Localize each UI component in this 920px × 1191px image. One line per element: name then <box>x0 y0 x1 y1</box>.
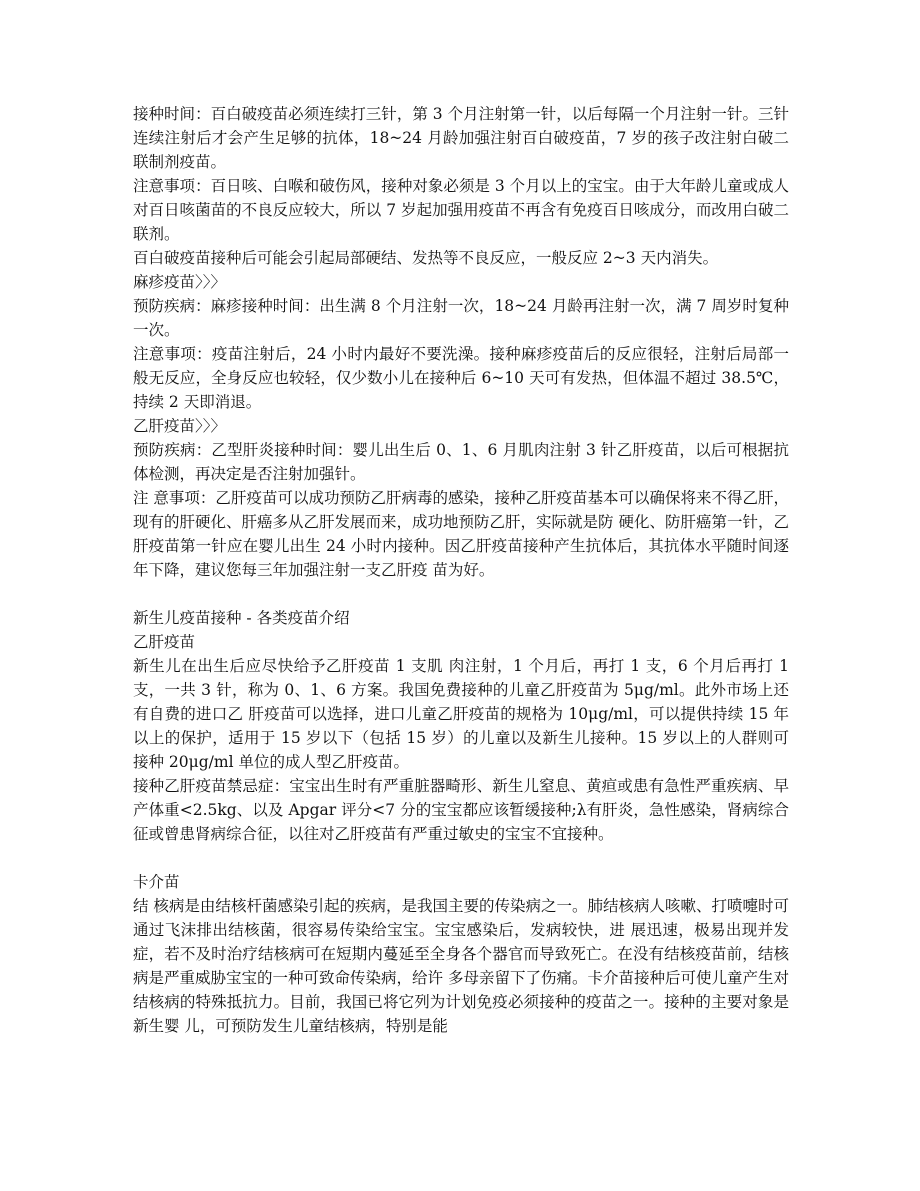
section-spacer <box>133 846 789 870</box>
section-spacer <box>133 582 789 606</box>
newborn-hepb-paragraph: 新生儿在出生后应尽快给予乙肝疫苗 1 支肌 肉注射，1 个月后，再打 1 支，6 个月后再打 1 支，一共 3 针，称为 0、1、6 方案。我国免费接种的儿童乙肝疫苗为 5μg/ml。此外市场上还有自费的进口乙 肝疫苗可以选择，进口儿童乙肝疫苗的规格为 10μg/ml，可以提供持续 15 年以上的保护，适用于 15 岁以下（包括 15 岁）的儿童以及新生儿接种。15 岁以上的人群则可接种 20μg/ml 单位的成人型乙肝疫苗。 <box>133 657 789 771</box>
dtp-precautions-paragraph: 注意事项：百日咳、白喉和破伤风，接种对象必须是 3 个月以上的宝宝。由于大年龄儿童或成人对百日咳菌苗的不良反应较大，所以 7 岁起加强用疫苗不再含有免疫百日咳成分，而改用白破二联剂。 <box>133 177 789 243</box>
measles-precautions-paragraph: 注意事项：疫苗注射后，24 小时内最好不要洗澡。接种麻疹疫苗后的反应很轻，注射后局部一般无反应，全身反应也较轻，仅少数小儿在接种后 6~10 天可有发热，但体温不超过 38.5℃，持续 2 天即消退。 <box>133 345 789 411</box>
measles-schedule-paragraph: 预防疾病：麻疹接种时间：出生满 8 个月注射一次，18~24 月龄再注射一次，满 7 周岁时复种一次。 <box>133 297 789 339</box>
hepb-contraindications-paragraph: 接种乙肝疫苗禁忌症：宝宝出生时有严重脏器畸形、新生儿窒息、黄疸或患有急性严重疾病、早产体重<2.5kg、以及 Apgar 评分<7 分的宝宝都应该暂缓接种;λ有肝炎，急性感染，肾病综合征或曾患肾病综合征，以往对乙肝疫苗有严重过敏史的宝宝不宜接种。 <box>133 777 789 843</box>
hepb-schedule-paragraph: 预防疾病：乙型肝炎接种时间：婴儿出生后 0、1、6 月肌肉注射 3 针乙肝疫苗，以后可根据抗体检测，再决定是否注射加强针。 <box>133 441 789 483</box>
newborn-vaccines-title: 新生儿疫苗接种 - 各类疫苗介绍 <box>133 609 350 627</box>
hepb-precautions-paragraph: 注 意事项：乙肝疫苗可以成功预防乙肝病毒的感染，接种乙肝疫苗基本可以确保将来不得乙肝，现有的肝硬化、肝癌多从乙肝发展而来，成功地预防乙肝，实际就是防 硬化、防肝癌第一针，乙肝疫苗第一针应在婴儿出生 24 小时内接种。因乙肝疫苗接种产生抗体后，其抗体水平随时间逐年下降，建议您每三年加强注射一支乙肝疫 苗为好。 <box>133 489 789 579</box>
bcg-paragraph: 结 核病是由结核杆菌感染引起的疾病，是我国主要的传染病之一。肺结核病人咳嗽、打喷嚏时可通过飞沫排出结核菌，很容易传染给宝宝。宝宝感染后，发病较快，进 展迅速，极易出现并发症，若不及时治疗结核病可在短期内蔓延至全身各个器官而导致死亡。在没有结核疫苗前，结核病是严重威胁宝宝的一种可致命传染病，给许 多母亲留下了伤痛。卡介苗接种后可使儿童产生对结核病的特殊抵抗力。目前，我国已将它列为计划免疫必须接种的疫苗之一。接种的主要对象是新生婴 儿，可预防发生儿童结核病，特别是能 <box>133 897 789 1035</box>
dtp-schedule-paragraph: 接种时间：百白破疫苗必须连续打三针，第 3 个月注射第一针，以后每隔一个月注射一针。三针连续注射后才会产生足够的抗体，18~24 月龄加强注射百白破疫苗，7 岁的孩子改注射白破二联制剂疫苗。 <box>133 105 789 171</box>
measles-heading: 麻疹疫苗〉〉〉 <box>133 273 227 291</box>
hepb-heading: 乙肝疫苗〉〉〉 <box>133 417 227 435</box>
document-body <box>133 102 789 1038</box>
bcg-title: 卡介苗 <box>133 873 180 891</box>
newborn-hepb-subtitle: 乙肝疫苗 <box>133 633 196 651</box>
dtp-reactions-paragraph: 百白破疫苗接种后可能会引起局部硬结、发热等不良反应，一般反应 2~3 天内消失。 <box>133 249 719 267</box>
